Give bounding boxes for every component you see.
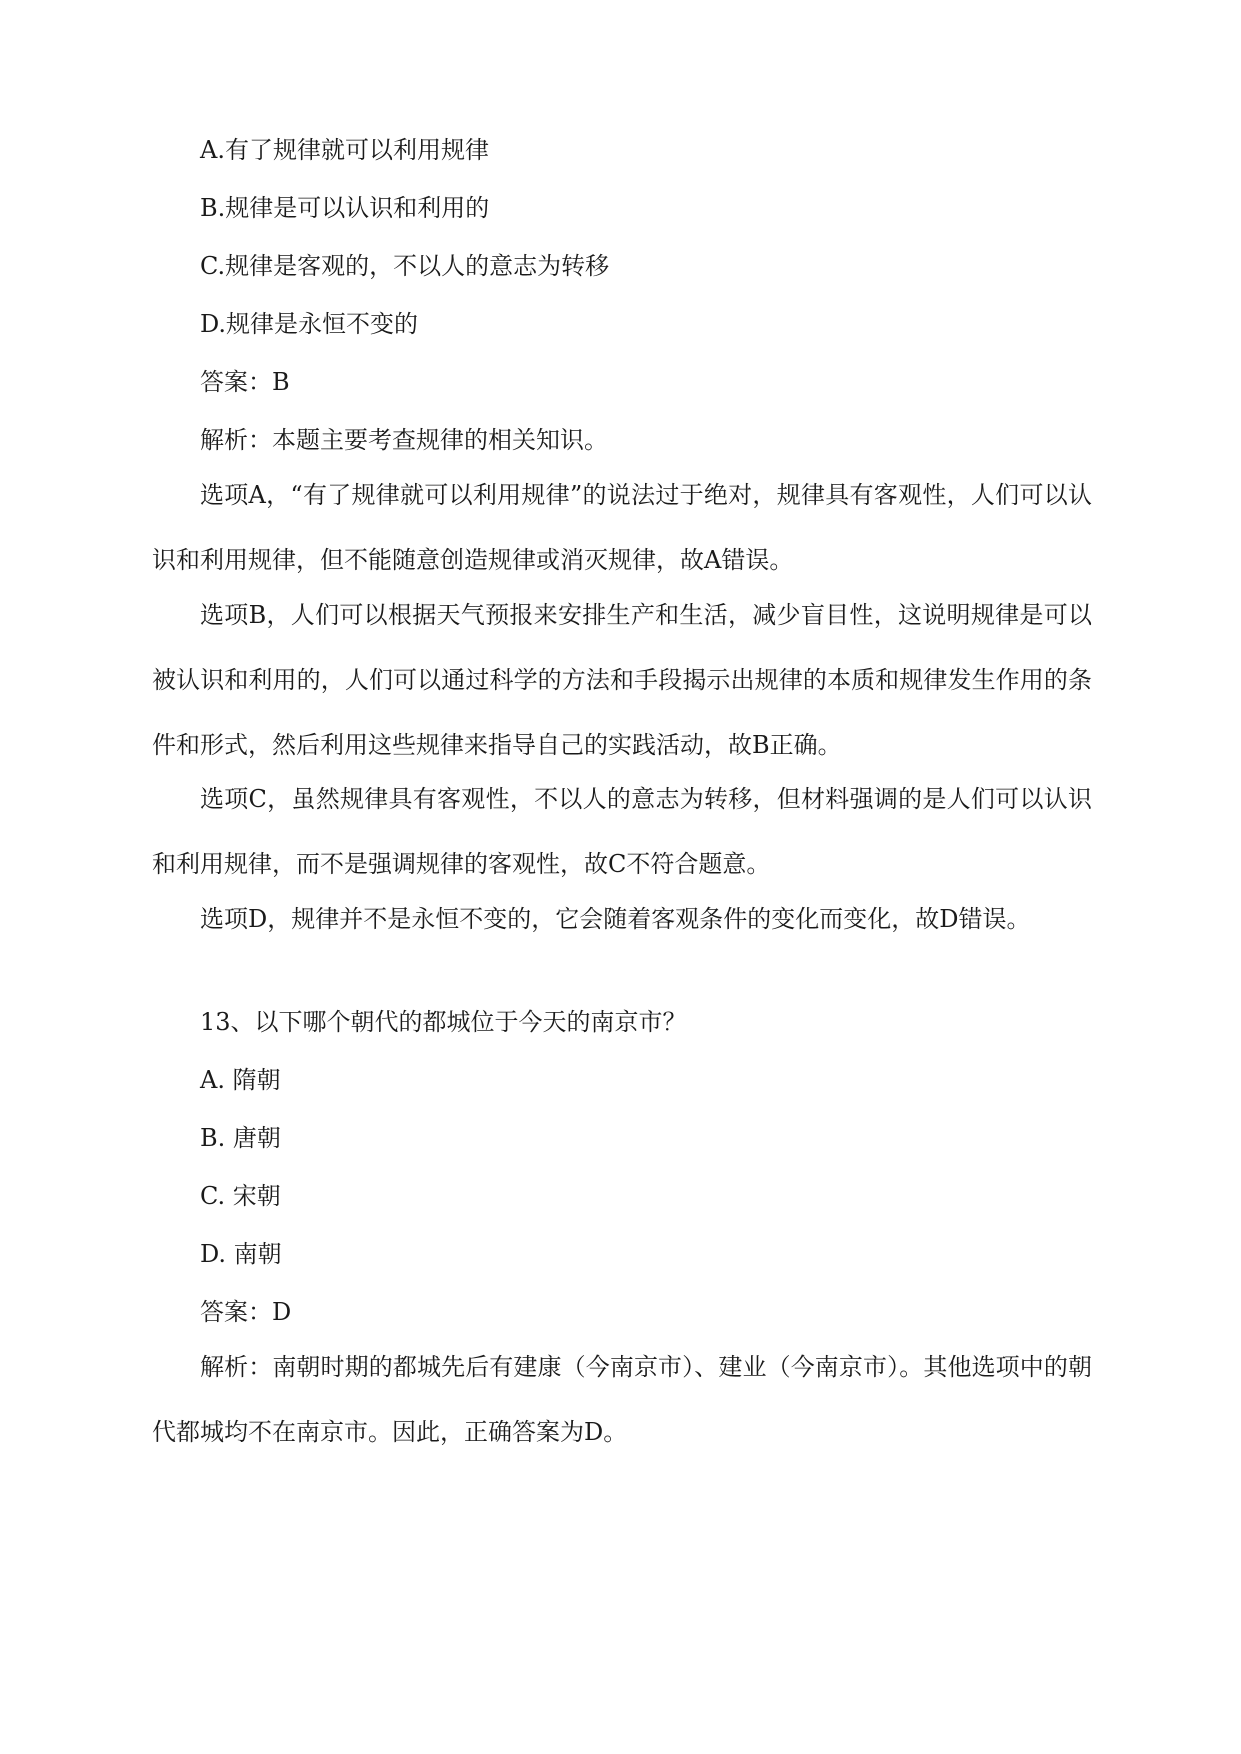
q12-analysis-option-b: 选项B，人们可以根据天气预报来安排生产和生活，减少盲目性，这说明规律是可以被认识和利用的，人们可以通过科学的方法和手段揭示出规律的本质和规律发生作用的条件和形式，然后利用这些规律来指导自己的实践活动，故B正确。 (152, 601, 1092, 759)
q13-answer: 答案：D (200, 1298, 292, 1326)
q12-analysis-option-d: 选项D，规律并不是永恒不变的，它会随着客观条件的变化而变化，故D错误。 (200, 905, 1031, 933)
q12-option-c: C.规律是客观的，不以人的意志为转移 (200, 252, 610, 280)
q12-analysis-intro: 解析：本题主要考查规律的相关知识。 (200, 426, 608, 454)
q13-option-a: A. 隋朝 (200, 1066, 281, 1094)
q13-question: 13、以下哪个朝代的都城位于今天的南京市？ (200, 1008, 687, 1036)
q12-analysis-option-a: 选项A，“有了规律就可以利用规律”的说法过于绝对，规律具有客观性，人们可以认识和利用规律，但不能随意创造规律或消灭规律，故A错误。 (152, 481, 1092, 574)
q13-analysis: 解析：南朝时期的都城先后有建康（今南京市）、建业（今南京市）。其他选项中的朝代都城均不在南京市。因此，正确答案为D。 (152, 1353, 1092, 1446)
q13-option-c: C. 宋朝 (200, 1182, 281, 1210)
q12-analysis-option-c: 选项C，虽然规律具有客观性，不以人的意志为转移，但材料强调的是人们可以认识和利用规律，而不是强调规律的客观性，故C不符合题意。 (152, 785, 1092, 878)
q12-answer: 答案：B (200, 368, 290, 396)
q13-option-b: B. 唐朝 (200, 1124, 281, 1152)
q12-option-b: B.规律是可以认识和利用的 (200, 194, 490, 222)
q12-option-d: D.规律是永恒不变的 (200, 310, 419, 338)
q13-option-d: D. 南朝 (200, 1240, 282, 1268)
q12-option-a: A.有了规律就可以利用规律 (200, 136, 489, 164)
